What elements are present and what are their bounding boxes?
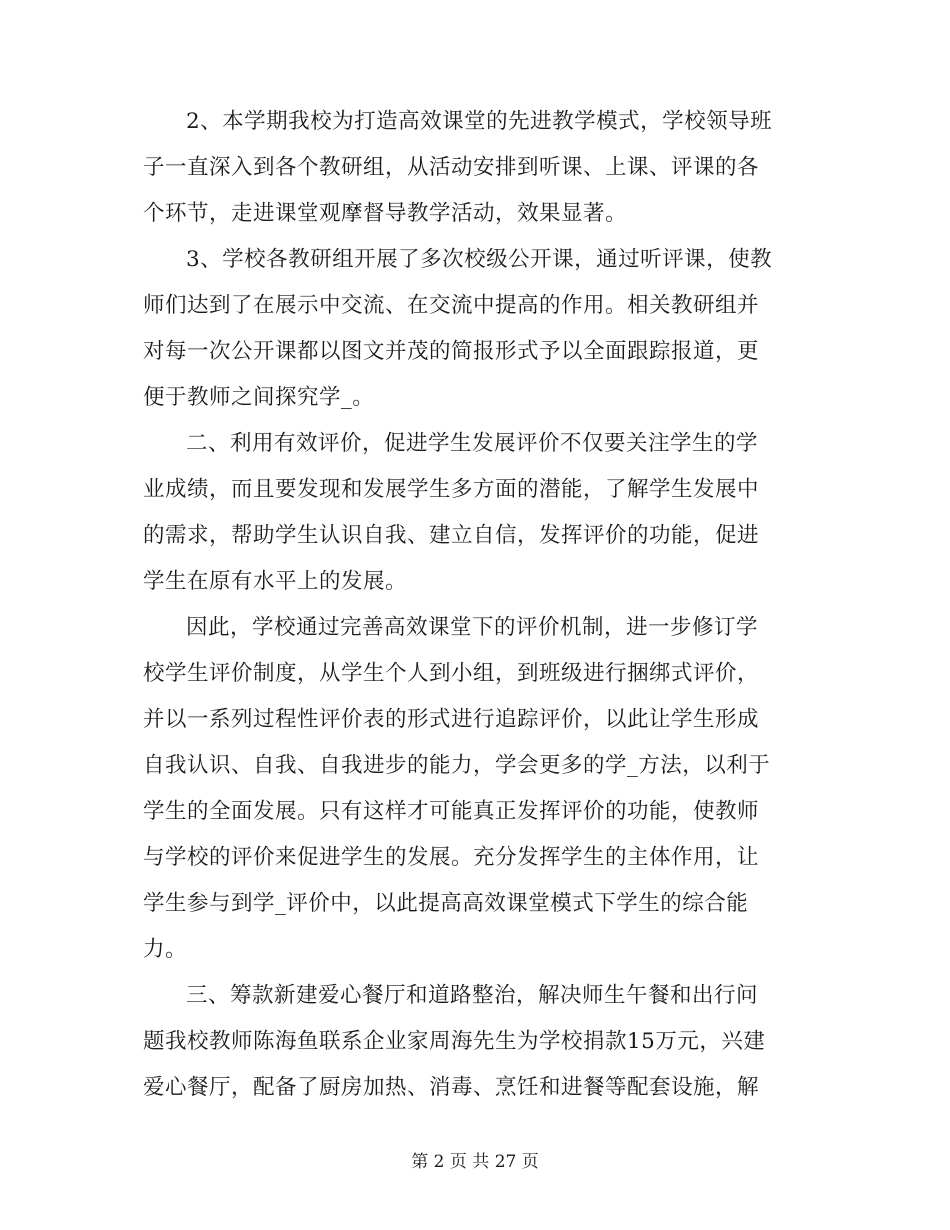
paragraph-line: 并以一系列过程性评价表的形式进行追踪评价，以此让学生形成 [143, 707, 760, 732]
paragraph-line: 子一直深入到各个教研组，从活动安排到听课、上课、评课的各 [143, 155, 760, 180]
paragraph-line: 学生参与到学_评价中，以此提高高效课堂模式下学生的综合能 [143, 891, 749, 916]
page-number-footer: 第 2 页 共 27 页 [411, 1152, 539, 1172]
paragraph-line: 二、利用有效评价，促进学生发展评价不仅要关注学生的学 [186, 431, 759, 456]
paragraph-line: 个环节，走进课堂观摩督导教学活动，效果显著。 [143, 201, 628, 226]
paragraph-line: 三、筹款新建爱心餐厅和道路整治，解决师生午餐和出行问 [186, 983, 759, 1008]
paragraph-line: 业成绩，而且要发现和发展学生多方面的潜能，了解学生发展中 [143, 477, 760, 502]
paragraph-line: 便于教师之间探究学_。 [143, 385, 375, 410]
paragraph-line: 题我校教师陈海鱼联系企业家周海先生为学校捐款15万元，兴建 [143, 1029, 766, 1054]
paragraph-line: 2、本学期我校为打造高效课堂的先进教学模式，学校领导班 [186, 109, 773, 134]
paragraph-line: 因此，学校通过完善高效课堂下的评价机制，进一步修订学 [186, 615, 759, 640]
paragraph-line: 师们达到了在展示中交流、在交流中提高的作用。相关教研组并 [143, 293, 760, 318]
paragraph-line: 学生在原有水平上的发展。 [143, 569, 408, 594]
paragraph-line: 校学生评价制度，从学生个人到小组，到班级进行捆绑式评价， [143, 661, 760, 686]
paragraph-line: 学生的全面发展。只有这样才可能真正发挥评价的功能，使教师 [143, 799, 760, 824]
paragraph-line: 的需求，帮助学生认识自我、建立自信，发挥评价的功能，促进 [143, 523, 760, 548]
paragraph-line: 力。 [143, 937, 188, 962]
paragraph-line: 与学校的评价来促进学生的发展。充分发挥学生的主体作用，让 [143, 845, 760, 870]
paragraph-line: 爱心餐厅，配备了厨房加热、消毒、烹饪和进餐等配套设施，解 [143, 1075, 760, 1100]
paragraph-line: 对每一次公开课都以图文并茂的简报形式予以全面跟踪报道，更 [143, 339, 760, 364]
paragraph-line: 3、学校各教研组开展了多次校级公开课，通过听评课，使教 [186, 247, 773, 272]
paragraph-line: 自我认识、自我、自我进步的能力，学会更多的学_方法，以利于 [143, 753, 771, 778]
